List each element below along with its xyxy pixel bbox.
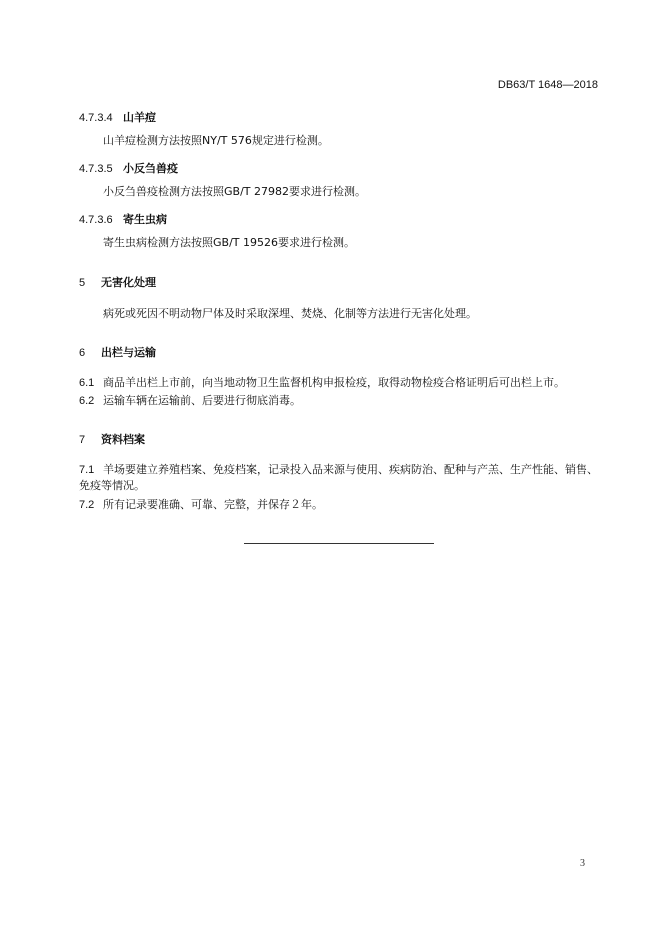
clause-7-1 [79,462,599,494]
section-text-4-7-3-5: 小反刍兽疫检测方法按照GB/T 27982要求进行检测。 [103,185,366,198]
clause-text: 运输车辆在运输前、后要进行彻底消毒。 [103,394,301,407]
section-number: 6 [79,347,86,359]
section-number: 7 [79,434,86,446]
page-number: 3 [580,858,585,869]
clause-text: 羊场要建立养殖档案、免疫档案，记录投入品来源与使用、疾病防治、配种与产羔、生产性能、销售、免疫等情况。 [79,463,598,492]
section-title: 出栏与运输 [101,346,156,359]
section-number: 4.7.3.5 [79,163,113,175]
clause-text: 所有记录要准确、可靠、完整，并保存２年。 [103,498,323,511]
section-title: 无害化处理 [101,276,156,289]
section-number: 4.7.3.4 [79,112,113,124]
section-number: 4.7.3.6 [79,214,113,226]
clause-number: 7.2 [79,499,95,511]
section-heading-7 [79,431,145,447]
clause-number: 6.2 [79,395,95,407]
clause-text: 商品羊出栏上市前，向当地动物卫生监督机构申报检疫，取得动物检疫合格证明后可出栏上市。 [103,376,565,389]
section-title: 山羊痘 [123,111,156,124]
section-text-4-7-3-4: 山羊痘检测方法按照NY/T 576规定进行检测。 [103,134,329,147]
section-number: 5 [79,277,86,289]
clause-number: 7.1 [79,464,95,476]
clause-6-2 [79,393,301,409]
clause-7-2 [79,497,323,513]
section-heading-5 [79,274,156,290]
section-heading-4-7-3-4 [79,109,156,125]
clause-6-1 [79,375,565,391]
end-of-document-rule [244,543,434,544]
section-text-5: 病死或死因不明动物尸体及时采取深埋、焚烧、化制等方法进行无害化处理。 [103,307,477,320]
section-text-4-7-3-6: 寄生虫病检测方法按照GB/T 19526要求进行检测。 [103,236,355,249]
section-title: 小反刍兽疫 [123,162,178,175]
section-heading-6 [79,344,156,360]
document-code: DB63/T 1648—2018 [497,79,598,91]
section-heading-4-7-3-6 [79,211,167,227]
section-heading-4-7-3-5 [79,160,178,176]
section-title: 资料档案 [101,433,145,446]
clause-number: 6.1 [79,377,95,389]
section-title: 寄生虫病 [123,213,167,226]
